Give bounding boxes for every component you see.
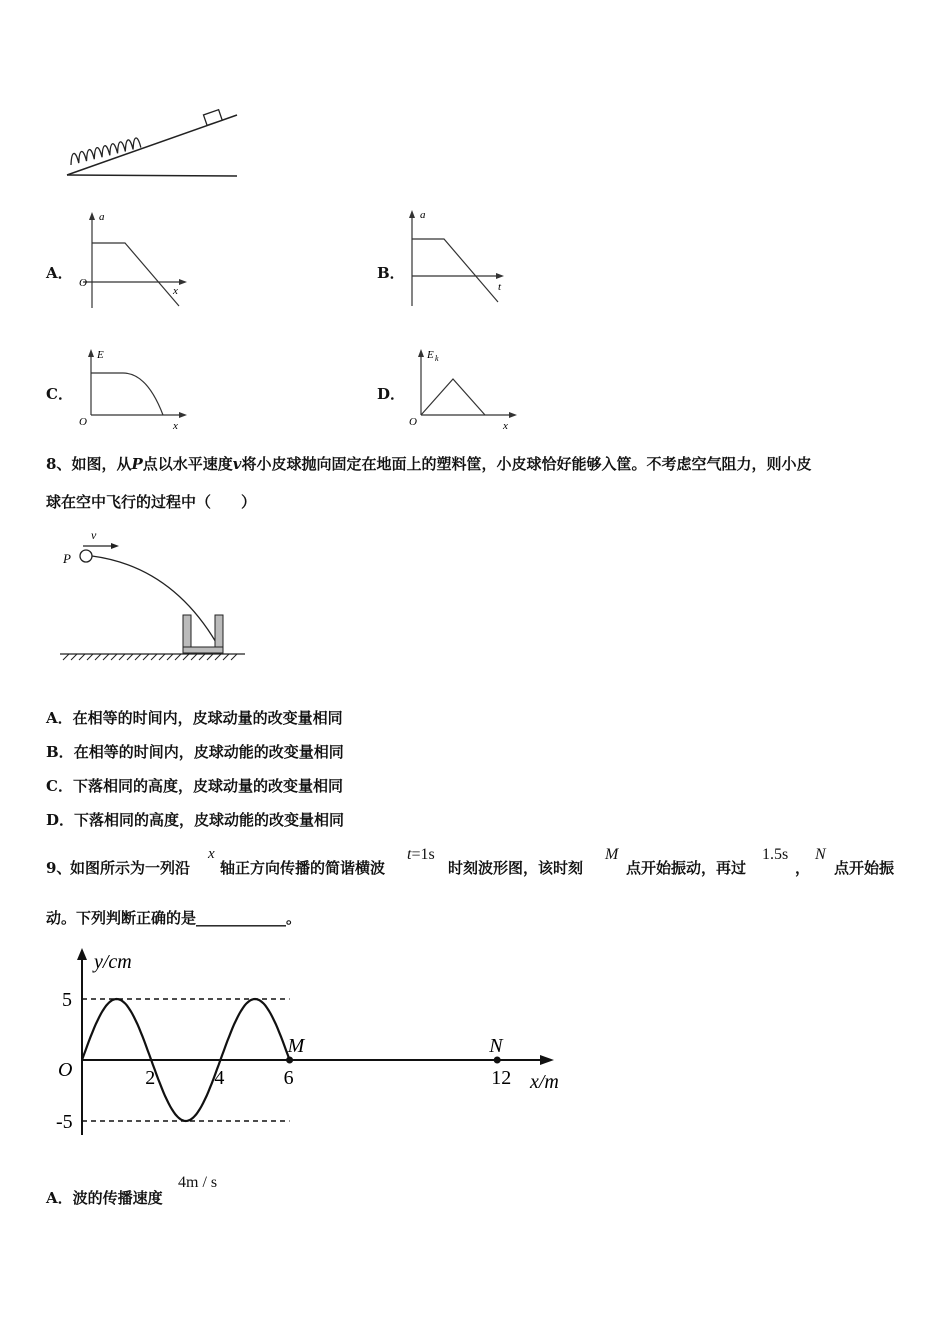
x-axis-label: t [498,281,502,293]
axes [77,948,554,1135]
q8-stem-line2: 球在空中飞行的过程中（ ） [46,493,257,511]
y-tick-label: -5 [56,1111,73,1133]
q7-option-a-graph[interactable] [75,208,195,308]
point-p: P [131,455,143,473]
q9-time: t=1s [407,846,435,863]
ball [80,550,92,562]
y-tick-label: 5 [62,989,72,1011]
x-tick-label: 2 [145,1067,156,1089]
origin-label: O [409,416,417,428]
ground-line [67,175,237,176]
q9-stem-line2: 动。下列判断正确的是____________。 [46,909,302,927]
y-axis-subscript: k [435,354,439,363]
q9-m-var: M [605,846,619,863]
q8-option-c[interactable]: C．下落相同的高度，皮球动量的改变量相同 [46,777,343,795]
point-label-m: M [287,1035,305,1057]
x-axis-label: x [173,420,178,432]
x-axis-label: x [503,420,508,432]
incline-spring-figure [55,105,255,185]
q9-text-1: 如图所示为一列沿 [70,859,191,877]
velocity-v: v [232,455,242,473]
q9-dt: 1.5s [762,846,789,863]
q8-option-d[interactable]: D．下落相同的高度，皮球动能的改变量相同 [46,811,345,829]
fig-p-label: P [63,551,71,566]
q9-option-a-value: 4m / s [178,1174,218,1191]
q8-projectile-figure [55,527,255,672]
q9-number: 9、 [46,859,72,877]
q7-option-c-label[interactable]: C． [46,385,73,403]
y-axis-label: y/cm [94,951,132,973]
y-axis-label: E [97,349,104,361]
origin-label: O [79,416,87,428]
block [203,110,222,126]
q8-number: 8、 [46,455,72,473]
x-tick-label: 4 [214,1067,225,1089]
q9-text-3: 时刻波形图，该时刻 [448,859,584,877]
y-axis-label: E [427,349,434,361]
x-tick-label: 12 [491,1067,512,1089]
origin-label: O [58,1059,73,1081]
spring-coil [68,137,140,165]
q9-x-var: x [208,846,215,862]
q9-text-5: 点开始振 [834,859,895,877]
point-m [286,1057,293,1064]
q9-wave-chart [40,940,580,1160]
q9-option-a[interactable]: A．波的传播速度 [46,1189,163,1207]
y-axis-arrow [77,948,87,960]
answer-blank[interactable]: ____________ [196,909,287,927]
q7-option-a-label[interactable]: A． [46,264,73,282]
trajectory [92,556,221,651]
q9-n-var: N [815,846,826,863]
q9-text-4: 点开始振动，再过 [626,859,747,877]
q8-option-a[interactable]: A．在相等的时间内，皮球动量的改变量相同 [46,709,343,727]
q8-option-b[interactable]: B．在相等的时间内，皮球动能的改变量相同 [46,743,344,761]
y-axis-label: a [99,211,105,223]
x-axis-arrow [540,1055,554,1065]
basket-bottom [183,647,223,653]
q9-comma: ， [795,859,811,877]
q8-stem-line1: 8、如图，从P点以水平速度v将小皮球抛向固定在地面上的塑料筐，小皮球恰好能够入筐。不考虑空气阻力，则小皮 [46,455,812,473]
x-axis-label: x [173,285,178,297]
q7-option-c-graph[interactable] [75,345,195,435]
point-label-n: N [489,1035,503,1057]
q7-option-d-graph[interactable] [405,345,525,435]
q7-option-b-graph[interactable] [400,206,520,310]
ground-hatch [63,654,237,660]
x-axis-label: x/m [530,1071,559,1093]
point-n [494,1057,501,1064]
fig-v-label: v [91,528,97,542]
q7-option-d-label[interactable]: D． [377,385,406,403]
x-tick-label: 6 [283,1067,294,1089]
q9-text-2: 轴正方向传播的简谐横波 [220,859,386,877]
origin-label: O [79,277,87,289]
y-axis-label: a [420,209,426,221]
q7-option-b-label[interactable]: B． [377,264,405,282]
